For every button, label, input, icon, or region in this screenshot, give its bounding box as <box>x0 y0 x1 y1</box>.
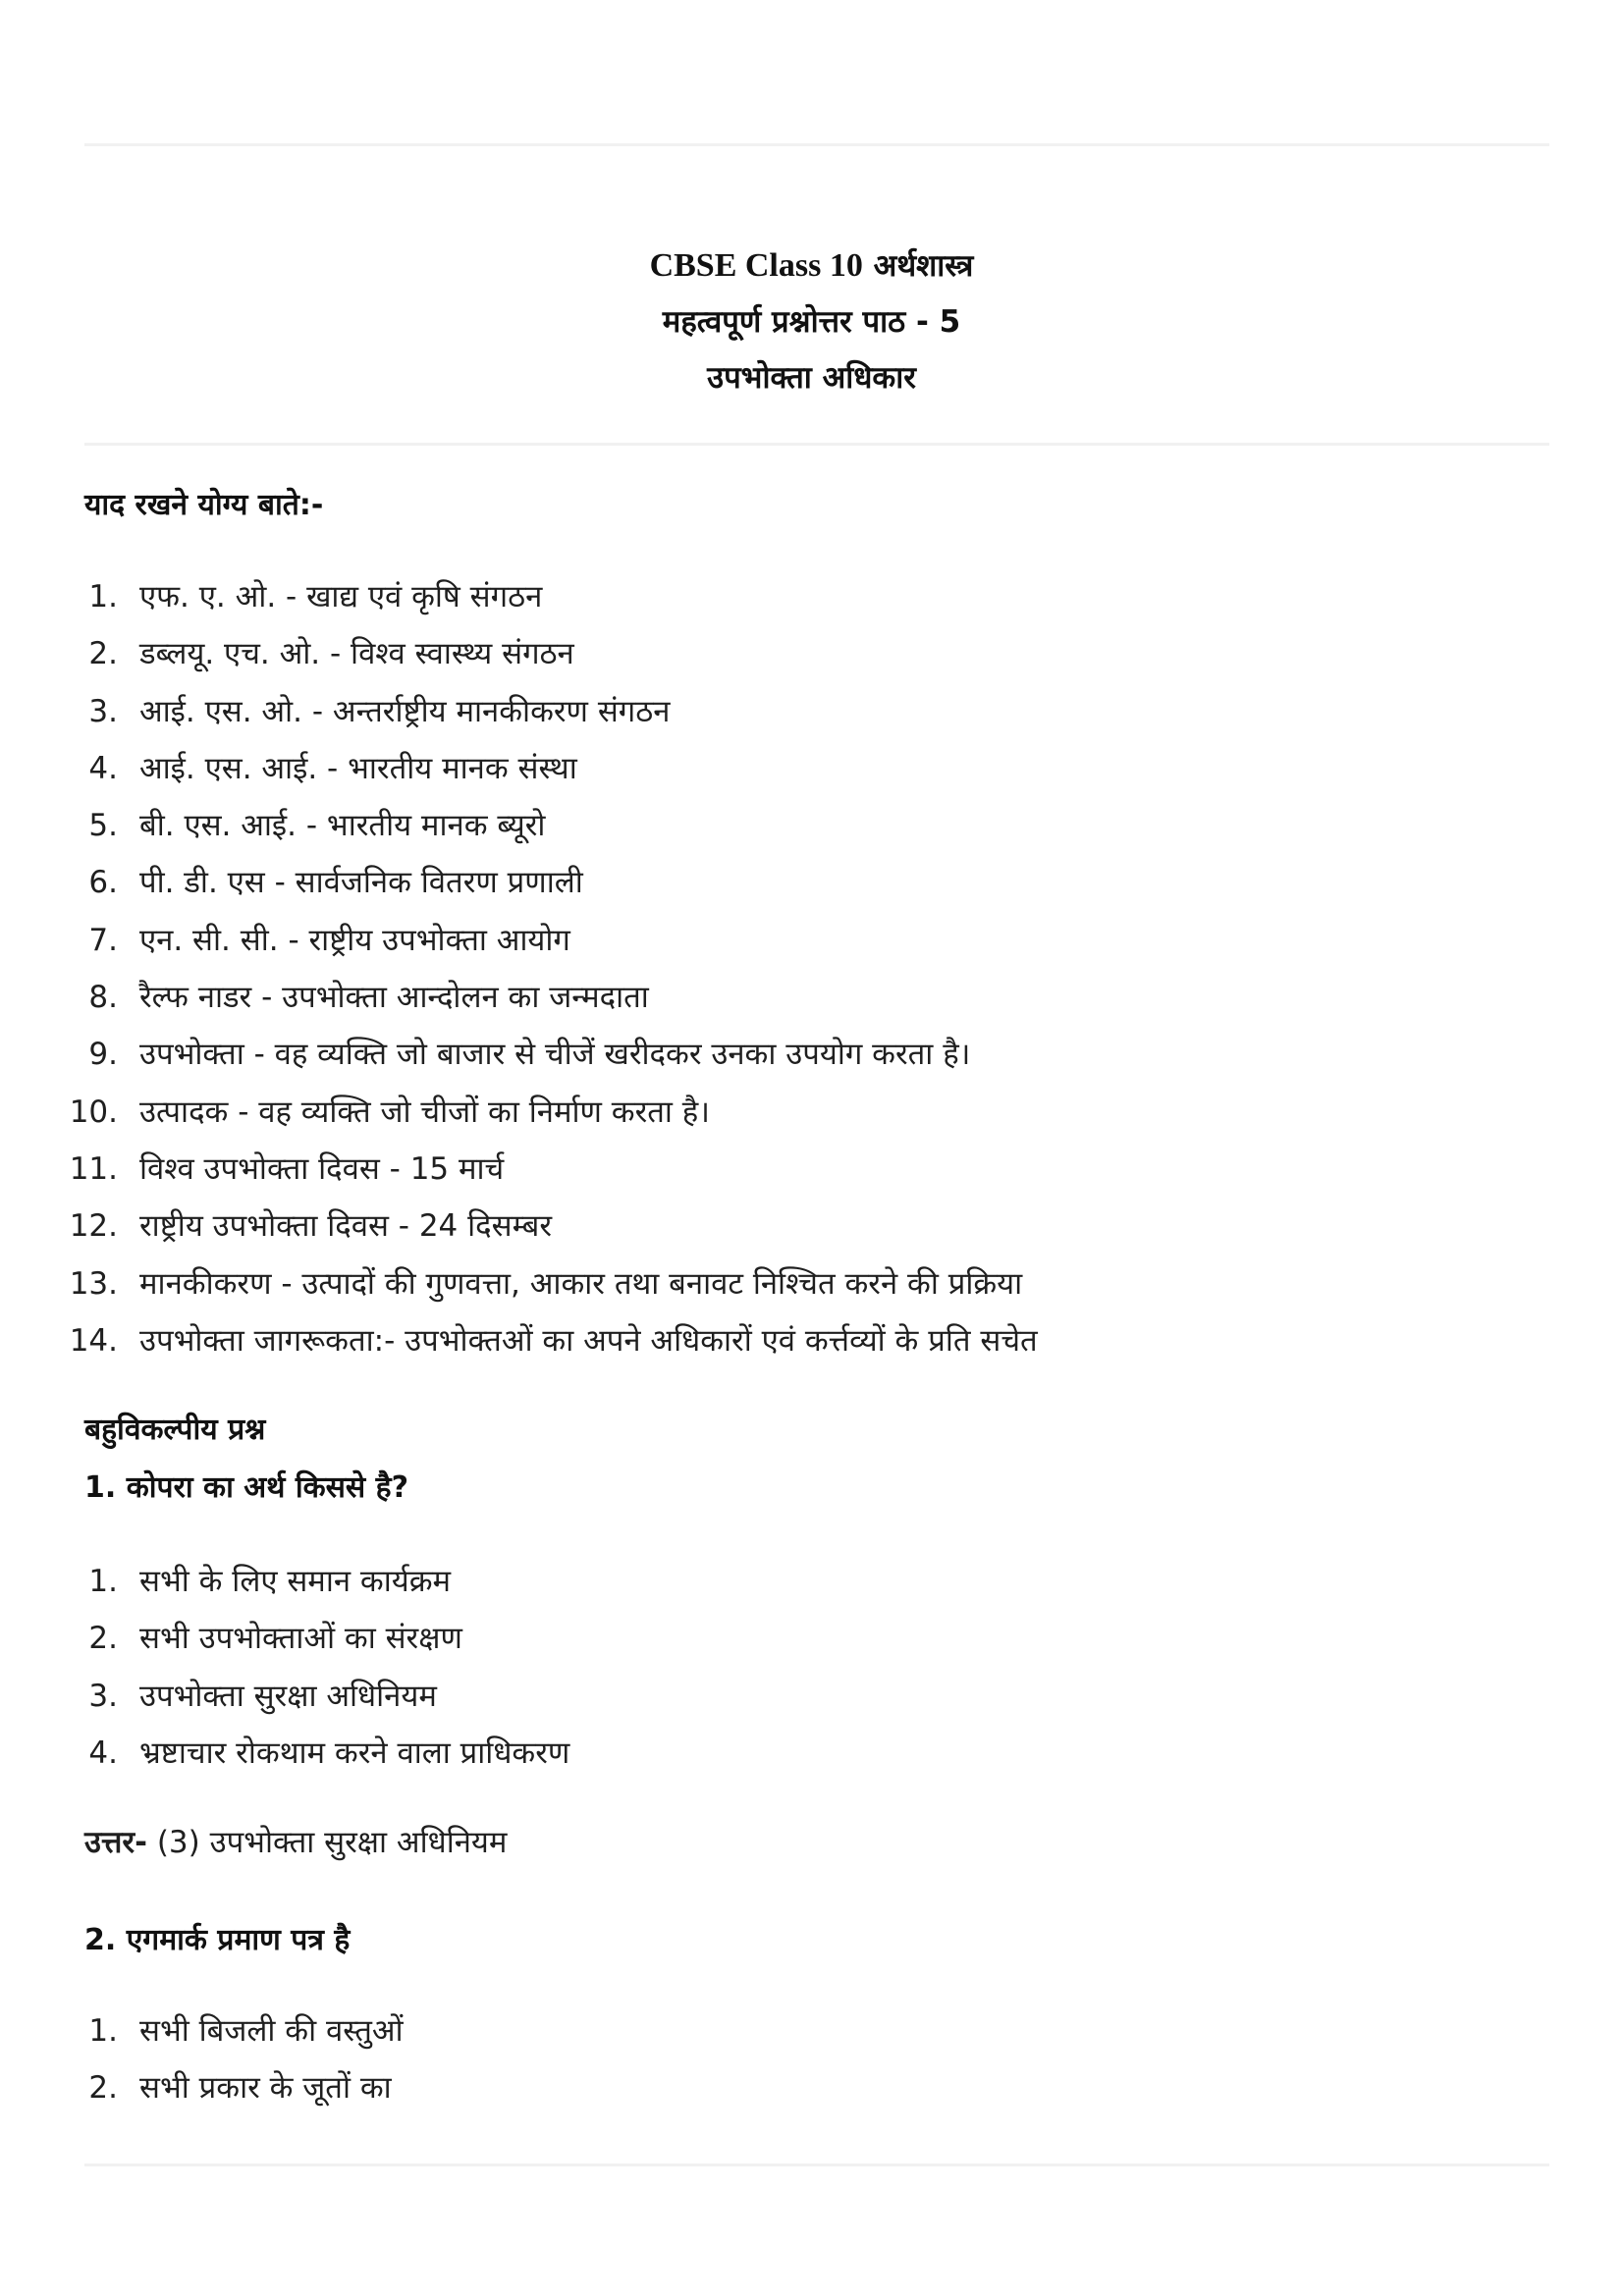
header-chapter: उपभोक्ता अधिकार <box>707 360 916 396</box>
list-item: 10. उत्पादक - वह व्यक्ति जो चीजों का निर्माण करता है। <box>69 1094 711 1130</box>
document-header <box>0 238 1623 406</box>
option-item: 2. सभी उपभोक्ताओं का संरक्षण <box>88 1621 462 1657</box>
question-1-answer <box>84 1821 507 1862</box>
top-divider <box>84 143 1549 146</box>
question-2-options <box>0 2002 1623 2117</box>
list-item: 1. एफ. ए. ओ. - खाद्य एवं कृषि संगठन <box>88 579 543 614</box>
list-item: 7. एन. सी. सी. - राष्ट्रीय उपभोक्ता आयोग <box>88 922 570 958</box>
list-item: 13. मानकीकरण - उत्पादों की गुणवत्ता, आकार तथा बनावट निश्चित करने की प्रक्रिया <box>69 1265 1023 1302</box>
option-item: 4. भ्रष्टाचार रोकथाम करने वाला प्राधिकरण <box>88 1735 570 1771</box>
list-item: 8. रैल्फ नाडर - उपभोक्ता आन्दोलन का जन्मदाता <box>88 980 649 1016</box>
question-1: 1. कोपरा का अर्थ किससे है? <box>84 1470 408 1505</box>
header-divider <box>84 443 1549 446</box>
header-title-line <box>0 238 1623 294</box>
mcq-heading: बहुविकल्पीय प्रश्न <box>84 1413 266 1447</box>
question-2: 2. एगमार्क प्रमाण पत्र है <box>84 1923 351 1957</box>
remember-heading: याद रखने योग्य बाते:- <box>84 488 324 522</box>
question-1-options <box>0 1553 1623 1782</box>
header-subject: अर्थशास्त्र <box>873 248 974 284</box>
list-item: 6. पी. डी. एस - सार्वजनिक वितरण प्रणाली <box>88 865 583 901</box>
list-item: 2. डब्लयू. एच. ओ. - विश्व स्वास्थ्य संगठन <box>88 636 574 672</box>
list-item: 4. आई. एस. आई. - भारतीय मानक संस्था <box>88 750 577 786</box>
list-item: 5. बी. एस. आई. - भारतीय मानक ब्यूरो <box>88 808 546 844</box>
list-item: 9. उपभोक्ता - वह व्यक्ति जो बाजार से चीजें खरीदकर उनका उपयोग करता है। <box>88 1037 971 1073</box>
header-course: CBSE Class 10 <box>649 247 863 284</box>
remember-list <box>0 568 1623 1369</box>
answer-text: (3) उपभोक्ता सुरक्षा अधिनियम <box>146 1825 508 1860</box>
list-item: 11. विश्व उपभोक्ता दिवस - 15 मार्च <box>69 1150 505 1187</box>
list-item: 14. उपभोक्ता जागरूकता:- उपभोक्तओं का अपने अधिकारों एवं कर्त्तव्यों के प्रति सचेत <box>69 1322 1038 1359</box>
list-item: 12. राष्ट्रीय उपभोक्ता दिवस - 24 दिसम्बर <box>69 1208 553 1245</box>
header-subtitle: महत्वपूर्ण प्रश्नोत्तर पाठ - 5 <box>662 304 961 340</box>
answer-label: उत्तर- <box>84 1825 147 1860</box>
option-item: 1. सभी बिजली की वस्तुओं <box>88 2013 404 2049</box>
option-item: 3. उपभोक्ता सुरक्षा अधिनियम <box>88 1678 437 1714</box>
list-item: 3. आई. एस. ओ. - अन्तर्राष्ट्रीय मानकीकरण संगठन <box>88 693 671 729</box>
option-item: 2. सभी प्रकार के जूतों का <box>88 2070 392 2107</box>
bottom-divider <box>84 2163 1549 2166</box>
option-item: 1. सभी के लिए समान कार्यक्रम <box>88 1564 452 1599</box>
